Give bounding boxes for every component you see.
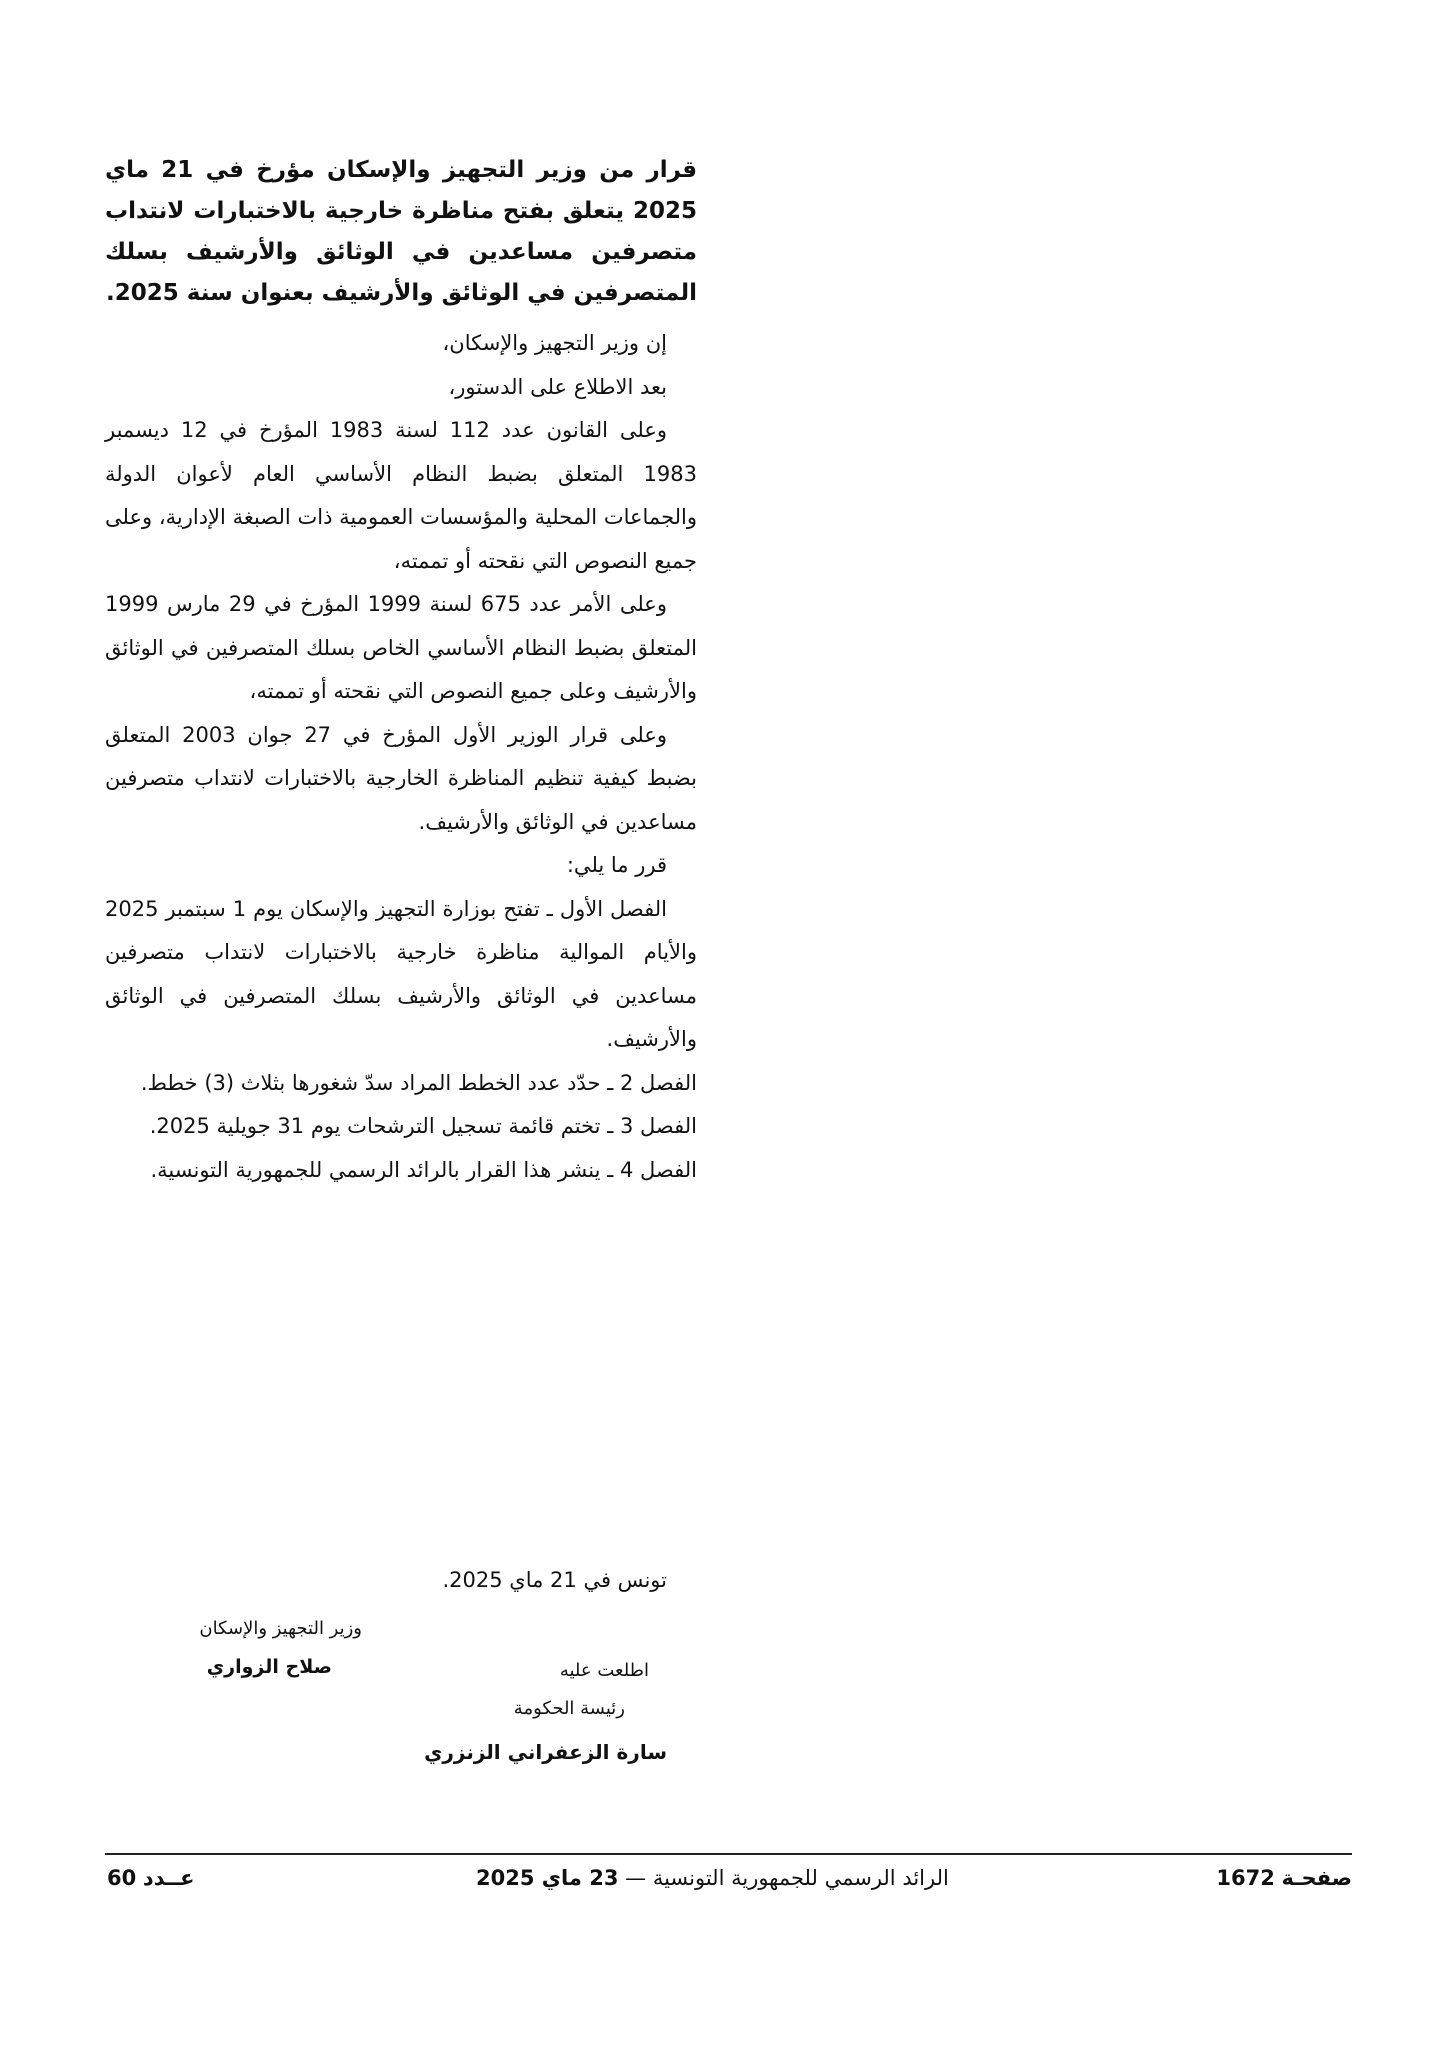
footer-divider — [105, 1853, 1352, 1855]
article-2: الفصل 2 ـ حدّد عدد الخطط المراد سدّ شغورها بثلاث (3) خطط. — [140, 1070, 697, 1095]
article-1: الفصل الأول ـ تفتح بوزارة التجهيز والإسكان يوم 1 سبتمبر 2025 والأيام الموالية مناظرة خارجية بالاختبارات لانتداب متصرفين مساعدين في الوثائق والأرشيف بسلك المتصرفين في الوثائق والأرشيف. — [105, 896, 697, 1051]
preamble-minister: إن وزير التجهيز والإسكان، — [442, 331, 667, 355]
preamble-pm-decision: وعلى قرار الوزير الأول المؤرخ في 27 جوان 2003 المتعلق بضبط كيفية تنظيم المناظرة الخارجية بالاختبارات لانتداب متصرفين مساعدين في الوثائق والأرشيف. — [105, 722, 697, 834]
footer-issue-label: عــدد — [142, 1866, 195, 1890]
pm-name: سارة الزعفراني الزنزري — [424, 1740, 667, 1764]
footer-page — [1216, 1866, 1352, 1890]
article-3: الفصل 3 ـ تختم قائمة تسجيل الترشحات يوم 31 جويلية 2025. — [149, 1114, 697, 1138]
footer-issue-number: 60 — [107, 1866, 137, 1890]
article-4: الفصل 4 ـ ينشر هذا القرار بالرائد الرسمي للجمهورية التونسية. — [150, 1157, 697, 1182]
footer-issue — [107, 1866, 195, 1890]
decree-title: قرار من وزير التجهيز والإسكان مؤرخ في 21 ماي 2025 يتعلق بفتح مناظرة خارجية بالاختبارات لانتداب متصرفين مساعدين في الوثائق والأرشيف بسلك المتصرفين في الوثائق والأرشيف بعنوان سنة 2025. — [105, 157, 698, 306]
preamble-law-112: وعلى القانون عدد 112 لسنة 1983 المؤرخ في 12 ديسمبر 1983 المتعلق بضبط النظام الأساسي العام لأعوان الدولة والجماعات المحلية والمؤسسات العمومية ذات الصبغة الإدارية، وعلى جميع النصوص التي نقحته أو تممته، — [105, 418, 697, 573]
footer-journal-date: 23 ماي 2025 — [476, 1866, 619, 1890]
footer-page-label: صفحـة — [1281, 1866, 1352, 1890]
minister-title: وزير التجهيز والإسكان — [199, 1618, 362, 1639]
pm-title: رئيسة الحكومة — [513, 1698, 625, 1719]
place-date: تونس في 21 ماي 2025. — [442, 1568, 667, 1592]
seen-label: اطلعت عليه — [559, 1660, 649, 1681]
preamble-constitution: بعد الاطلاع على الدستور، — [448, 374, 667, 399]
decree-body — [105, 150, 697, 1192]
preamble-order-675: وعلى الأمر عدد 675 لسنة 1999 المؤرخ في 29 مارس 1999 المتعلق بضبط النظام الأساسي الخاص بسلك المتصرفين في الوثائق والأرشيف وعلى جميع النصوص التي نقحته أو تممته، — [105, 592, 697, 703]
footer-journal-name: الرائد الرسمي للجمهورية التونسية — — [625, 1866, 949, 1890]
decides-heading: قرر ما يلي: — [566, 853, 667, 877]
footer-page-number: 1672 — [1216, 1866, 1275, 1890]
minister-name: صلاح الزواري — [206, 1656, 332, 1678]
footer-journal — [476, 1866, 949, 1890]
